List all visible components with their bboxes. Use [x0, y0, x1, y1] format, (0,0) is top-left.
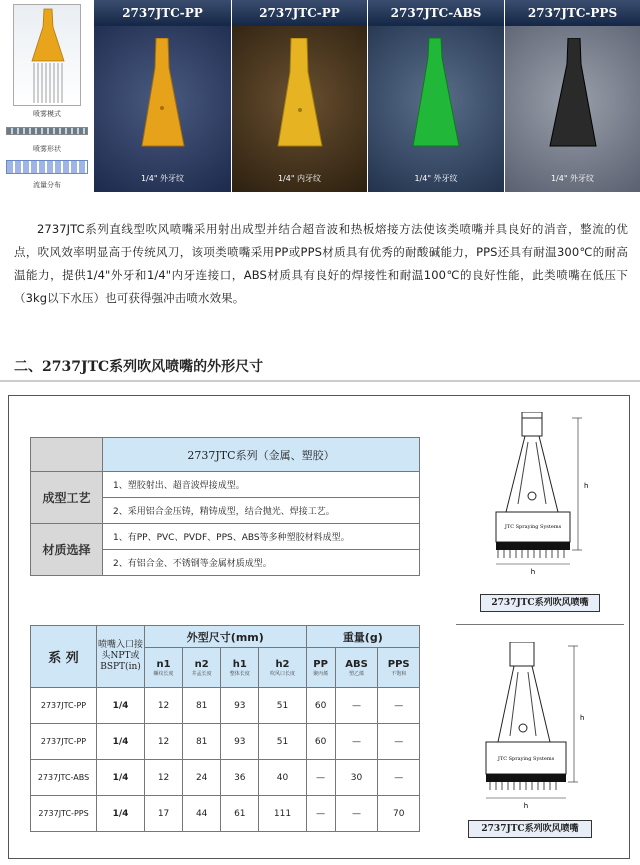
- diagram-brand: JTC Spraying Systems: [497, 756, 555, 762]
- weight-header: 重量(g): [306, 626, 419, 648]
- col-pp: PP 聚丙烯: [306, 648, 335, 688]
- product-title: 2737JTC-PP: [232, 0, 367, 26]
- product-caption: 1/4" 外牙纹: [414, 174, 458, 183]
- size-header: 外型尺寸(mm): [145, 626, 307, 648]
- dimension-table: [30, 625, 420, 832]
- product-card: [368, 0, 504, 192]
- diagram-caption: 2737JTC系列吹风喷嘴: [468, 820, 592, 838]
- nozzle-pp-icon: [128, 38, 198, 158]
- product-title: 2737JTC-ABS: [368, 0, 504, 26]
- spec-group-label: 成型工艺: [31, 472, 103, 524]
- diagram-caption: 2737JTC系列吹风喷嘴: [480, 594, 600, 612]
- product-caption: 1/4" 内牙纹: [277, 174, 322, 183]
- product-title: 2737JTC-PPS: [505, 0, 640, 26]
- spray-shape-strip: [6, 127, 88, 135]
- product-caption: 1/4" 外牙纹: [140, 174, 185, 183]
- nozzle-pps-icon: [538, 38, 608, 158]
- spray-pattern-image: [13, 4, 81, 106]
- flow-distribution-label: 流量分布: [33, 181, 61, 189]
- product-card: [505, 0, 640, 192]
- col-h1: h1 整体长度: [221, 648, 259, 688]
- col-n2: n2 井孟长度: [183, 648, 221, 688]
- diagram-divider: [456, 624, 624, 625]
- table-row: 2737JTC-PP 1/4 12 81 93 51 60 — —: [31, 688, 420, 724]
- spec-item: 1、有PP、PVC、PVDF、PPS、ABS等多种塑胶材料成型。: [103, 524, 420, 550]
- spec-table-header: 2737JTC系列（金属、塑胶）: [103, 438, 420, 472]
- col-n1: n1 螺纹长度: [145, 648, 183, 688]
- dim-w-label: h: [523, 802, 529, 810]
- series-header: 系 列: [31, 626, 97, 688]
- product-caption: 1/4" 外牙纹: [550, 174, 595, 183]
- product-thumbnails: [94, 0, 640, 192]
- spec-item: 2、有铝合金、不锈钢等金属材质成型。: [103, 550, 420, 576]
- spec-item: 1、塑胶射出、超音波焊接成型。: [103, 472, 420, 498]
- col-h2: h2 吹风口长度: [259, 648, 306, 688]
- flow-distribution-chart: [6, 160, 88, 174]
- nozzle-abs-icon: [401, 38, 471, 158]
- connection-header: 喷嘴入口接头NPT或BSPT(in): [97, 626, 145, 688]
- product-description: 2737JTC系列直线型吹风喷嘴采用射出成型并结合超音波和热板熔接方法使该类喷嘴并具良好的消音，整流的优点，吹风效率明显高于传统风刀，该项类喷嘴采用PP或PPS材质具有优秀的耐酸碱能力，PPS还具有耐温300℃的耐高温能力，提供1/4"外牙和1/4"内牙连接口，ABS材质具有良好的焊接性和耐温100℃的良好性能，此类喷嘴在低压下（3kg以下水压）也可获得强冲击喷水效果。: [14, 222, 628, 305]
- spray-pattern-label: 喷雾模式: [33, 110, 61, 118]
- diagram-brand: JTC Spraying Systems: [504, 524, 562, 530]
- spec-group-label: 材质选择: [31, 524, 103, 576]
- dim-h-label: h: [584, 482, 589, 490]
- dim-w-label: h: [530, 568, 536, 576]
- nozzle-dimension-diagram: [480, 642, 600, 812]
- product-title: 2737JTC-PP: [94, 0, 231, 26]
- nozzle-pp-female-icon: [265, 38, 335, 158]
- spray-info-column: [0, 0, 94, 192]
- nozzle-dimension-diagram: [480, 412, 600, 582]
- spec-table: [30, 437, 420, 576]
- spray-pattern-nozzle-icon: [14, 5, 82, 107]
- section-title: 二、2737JTC系列吹风喷嘴的外形尺寸: [14, 359, 264, 375]
- product-gallery: [0, 0, 640, 192]
- section-divider: [0, 380, 640, 382]
- dim-h-label: h: [580, 714, 585, 722]
- product-card: [94, 0, 231, 192]
- col-pps: PPS 不饱和: [378, 648, 420, 688]
- table-row: 2737JTC-PPS 1/4 17 44 61 111 — — 70: [31, 796, 420, 832]
- table-row: 2737JTC-ABS 1/4 12 24 36 40 — 30 —: [31, 760, 420, 796]
- spray-shape-label: 喷雾形状: [33, 145, 61, 153]
- col-abs: ABS 塑乙烯: [335, 648, 378, 688]
- product-card: [232, 0, 367, 192]
- spec-item: 2、采用铝合金压铸，精铸成型，结合抛光、焊接工艺。: [103, 498, 420, 524]
- table-row: 2737JTC-PP 1/4 12 81 93 51 60 — —: [31, 724, 420, 760]
